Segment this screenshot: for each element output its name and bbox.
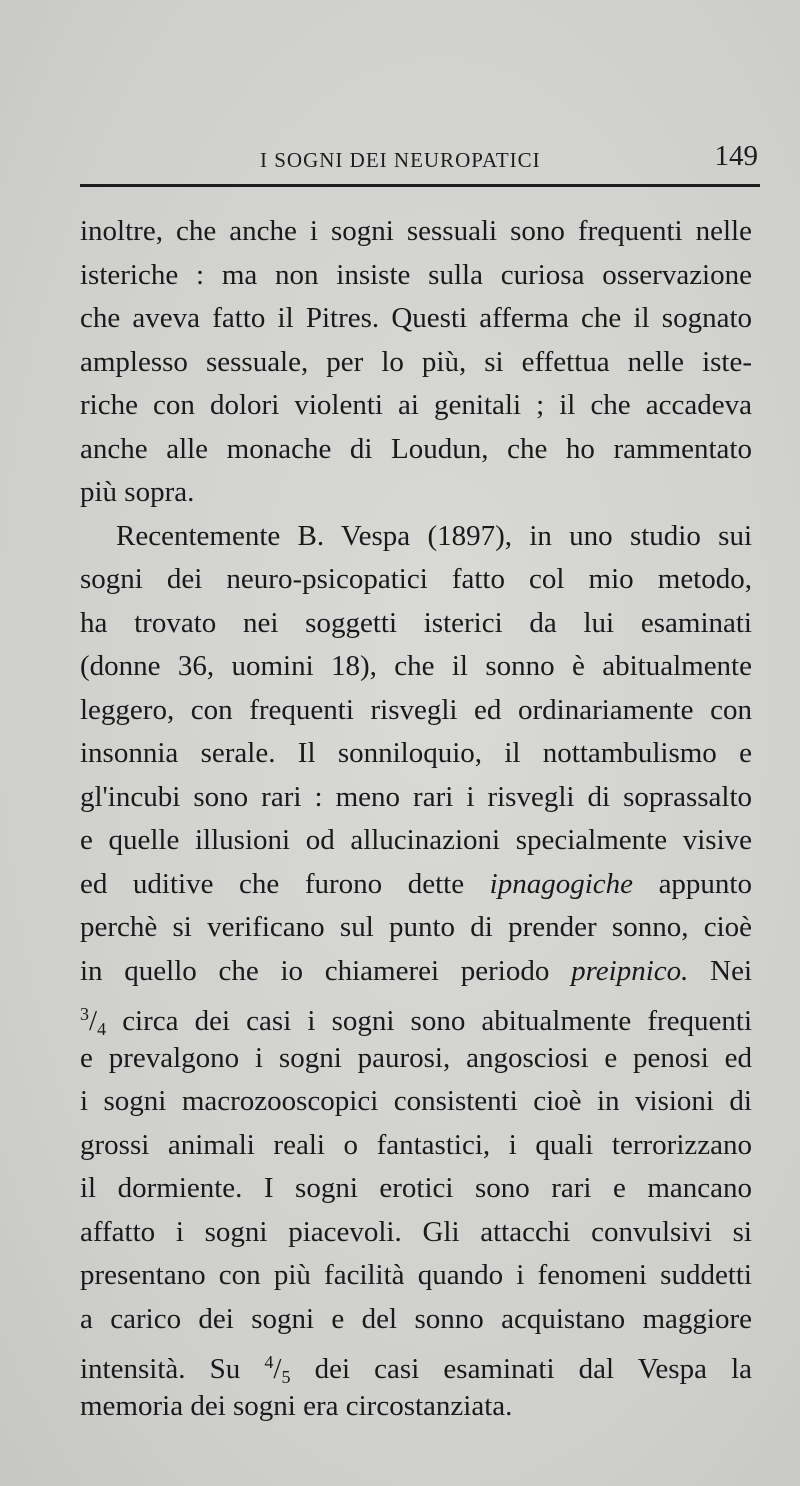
text-line: ha trovato nei soggetti isterici da lui esaminati	[80, 606, 752, 639]
fraction-denominator: 4	[97, 1019, 107, 1039]
text-line: e prevalgono i sogni paurosi, angosciosi e penosi ed	[80, 1041, 752, 1074]
text-line: riche con dolori violenti ai genitali ; il che accadeva	[80, 389, 752, 421]
text-segment: intensità. Su	[80, 1353, 241, 1385]
text-segment: ed uditive che furono dette	[80, 867, 465, 900]
page-header	[80, 140, 760, 180]
text-segment: in quello che io chiamerei periodo	[80, 954, 550, 987]
italic-term: preipnico.	[571, 954, 689, 987]
fraction: $^3/_4$	[80, 1004, 107, 1039]
text-line: i sogni macrozooscopici consistenti cioè in visioni di	[80, 1085, 752, 1117]
body-text	[80, 210, 752, 1428]
text-line: più sopra.	[80, 476, 195, 508]
fraction-numerator: 3	[80, 1004, 89, 1024]
header-rule	[80, 184, 760, 187]
text-line: leggero, con frequenti risvegli ed ordinariamente con	[80, 693, 752, 726]
page-number: 149	[714, 140, 758, 172]
text-line: a carico dei sogni e del sonno acquistano maggiore	[80, 1302, 752, 1335]
italic-term: ipnagogiche	[489, 867, 633, 900]
text-line: perchè si verificano sul punto di prender sonno, cioè	[80, 911, 752, 943]
text-line	[80, 950, 752, 994]
text-line: (donne 36, uomini 18), che il sonno è abitualmente	[80, 650, 752, 682]
text-line: Recentemente B. Vespa (1897), in uno studio sui	[116, 519, 752, 552]
text-line	[80, 1341, 752, 1385]
text-line: inoltre, che anche i sogni sessuali sono frequenti nelle	[80, 215, 752, 247]
text-segment: appunto	[658, 867, 752, 900]
text-line: che aveva fatto il Pitres. Questi afferma che il sognato	[80, 302, 752, 334]
text-line: grossi animali reali o fantastici, i quali terrorizzano	[80, 1128, 752, 1161]
running-title: I SOGNI DEI NEUROPATICI	[260, 148, 541, 172]
text-segment: Nei	[710, 954, 753, 987]
text-line: gl'incubi sono rari : meno rari i risvegli di soprassalto	[80, 780, 752, 813]
text-line: anche alle monache di Loudun, che ho rammentato	[80, 432, 752, 465]
text-segment: dei casi esaminati dal Vespa la	[314, 1353, 753, 1385]
text-line: sogni dei neuro-psicopatici fatto col mio metodo,	[80, 563, 752, 595]
fraction: $^4/_5$	[264, 1352, 291, 1387]
text-line: presentano con più facilità quando i fenomeni suddetti	[80, 1259, 752, 1291]
fraction-numerator: 4	[264, 1352, 274, 1372]
text-line: isteriche : ma non insiste sulla curiosa osservazione	[80, 258, 752, 291]
text-line	[80, 863, 752, 907]
text-line	[80, 993, 752, 1037]
text-line: il dormiente. I sogni erotici sono rari e mancano	[80, 1172, 752, 1204]
text-line: affatto i sogni piacevoli. Gli attacchi convulsivi si	[80, 1215, 752, 1248]
fraction-denominator: 5	[281, 1367, 291, 1387]
text-line: insonnia serale. Il sonniloquio, il nottambulismo e	[80, 737, 752, 769]
text-line: e quelle illusioni od allucinazioni specialmente visive	[80, 824, 752, 856]
text-line: memoria dei sogni era circostanziata.	[80, 1389, 513, 1422]
text-line: amplesso sessuale, per lo più, si effettua nelle iste-	[80, 345, 752, 378]
text-segment: circa dei casi i sogni sono abitualmente frequenti	[122, 1005, 752, 1037]
